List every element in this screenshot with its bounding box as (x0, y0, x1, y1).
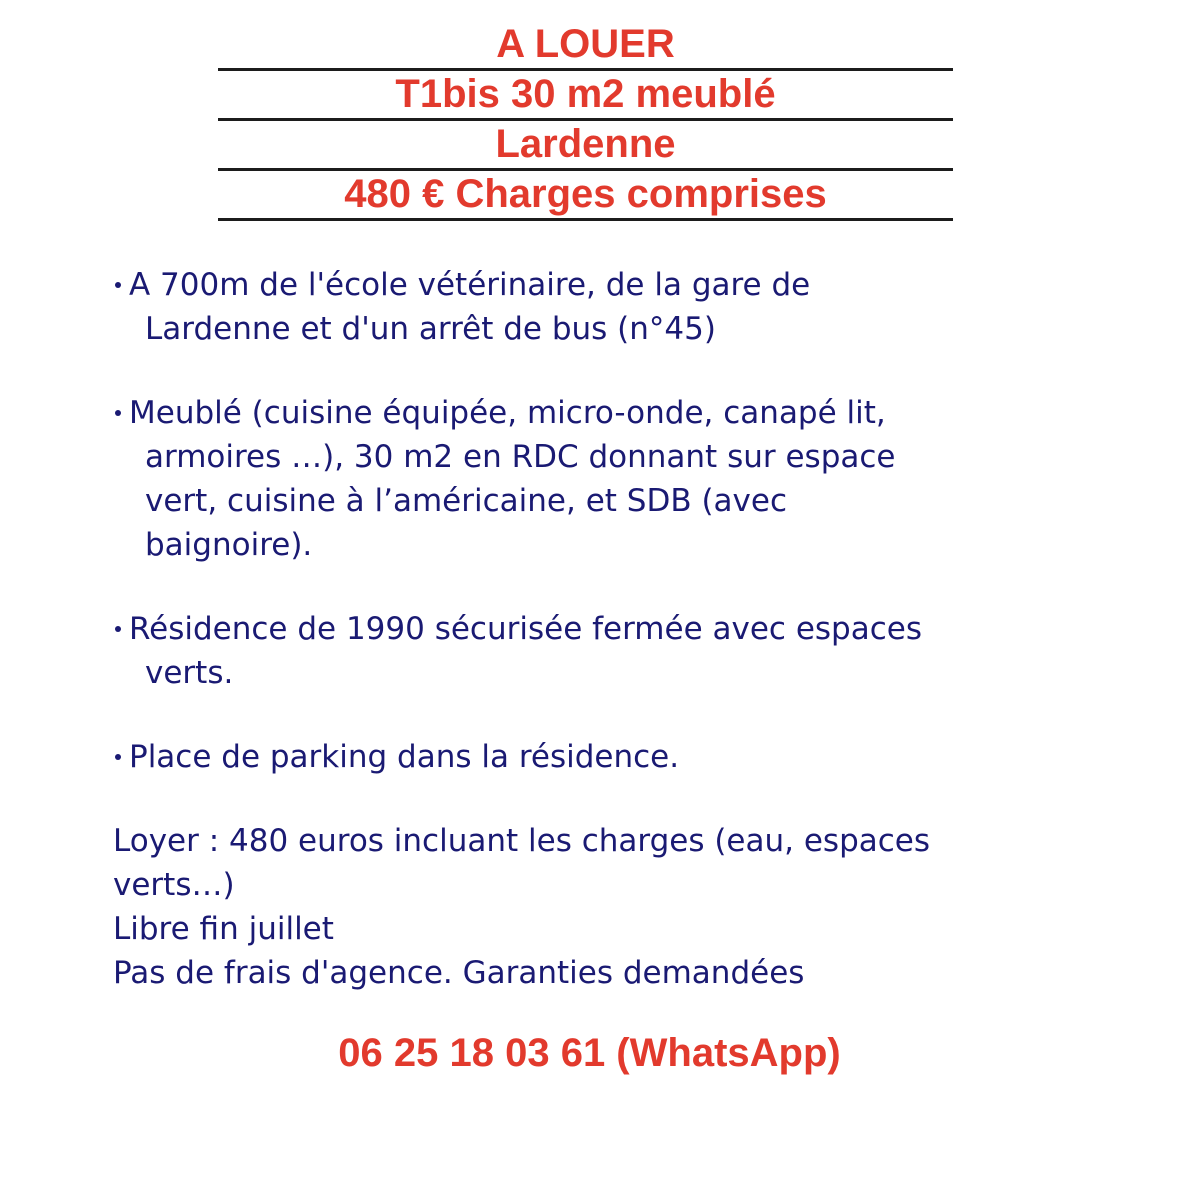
list-item-parking (113, 735, 1093, 779)
rental-ad-page (0, 21, 1179, 1183)
terms-line-rent: Loyer : 480 euros incluant les charges (eau, espaces (113, 823, 931, 859)
features-list (113, 263, 1093, 779)
list-item-line: Lardenne et d'un arrêt de bus (n°45) (145, 311, 716, 347)
price-line: 480 € Charges comprises (344, 172, 827, 216)
location-name: Lardenne (495, 122, 676, 166)
terms-line-rent-wrap: verts…) (113, 867, 235, 903)
rental-terms (113, 819, 1093, 995)
contact-phone-number: 06 25 18 03 61 (WhatsApp) (338, 1031, 841, 1075)
header-title-row (218, 21, 953, 71)
listing-header (218, 21, 953, 221)
terms-line-fees: Pas de frais d'agence. Garanties demandées (113, 955, 805, 991)
list-item-line: Place de parking dans la résidence. (129, 739, 680, 775)
header-title-row (218, 121, 953, 171)
list-item-line: verts. (145, 655, 234, 691)
list-item-line: armoires …), 30 m2 en RDC donnant sur espace (145, 439, 896, 475)
list-item-line: A 700m de l'école vétérinaire, de la gare de (129, 267, 811, 303)
list-item-proximity (113, 263, 1093, 351)
list-item-residence (113, 607, 1093, 695)
list-item-furnishing (113, 391, 1093, 567)
terms-line-availability: Libre fin juillet (113, 911, 334, 947)
list-item-line: vert, cuisine à l’américaine, et SDB (avec (145, 483, 787, 519)
header-title-row (218, 71, 953, 121)
listing-details (113, 263, 1093, 995)
contact-footer (0, 1031, 1179, 1076)
header-title-row (218, 171, 953, 221)
ad-title: A LOUER (496, 22, 675, 66)
property-type: T1bis 30 m2 meublé (395, 72, 776, 116)
list-item-line: Résidence de 1990 sécurisée fermée avec espaces (129, 611, 922, 647)
list-item-line: baignoire). (145, 527, 313, 563)
list-item-line: Meublé (cuisine équipée, micro-onde, canapé lit, (129, 395, 886, 431)
